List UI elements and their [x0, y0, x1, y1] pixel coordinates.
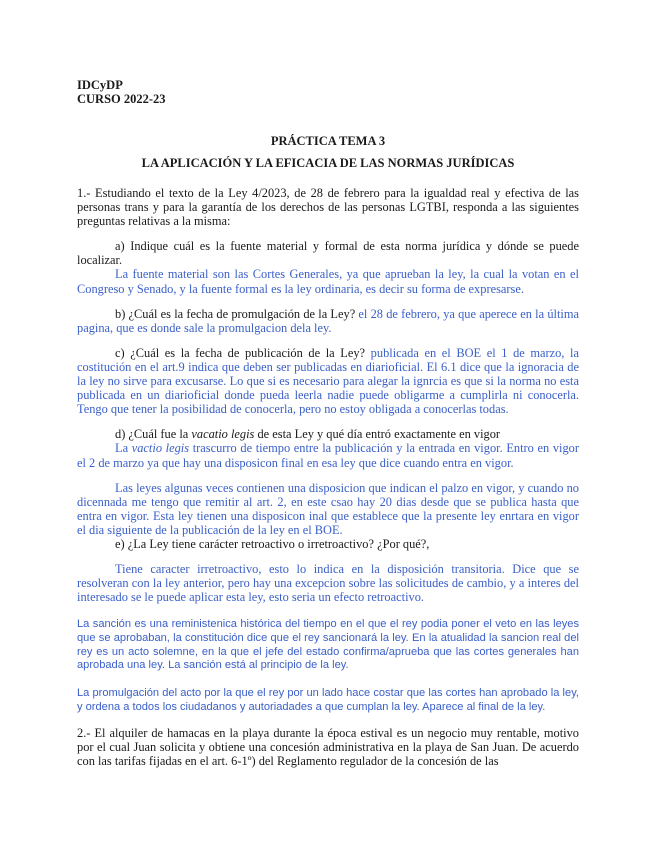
question-1e: e) ¿La Ley tiene carácter retroactivo o irretroactivo? ¿Por qué?,	[115, 536, 430, 551]
question-1c-text: c) ¿Cuál es la fecha de publicación de la Ley?	[115, 345, 366, 360]
vacatio-legis-term: vacatio legis	[191, 427, 255, 442]
answer-1d-extra: Las leyes algunas veces contienen una disposicion que indican el palzo en vigor, y cuando no dicennada me tengo que remitir al art. 2, en este csao hay 20 dias desde que se publica hasta que entra en vigor. Esta ley tienen una disposicon inal que establece que la presente ley enrtara en vigor el dia siguiente de la publicación de la ley en el BOE.	[77, 480, 579, 537]
question-2: 2.- El alquiler de hamacas en la playa durante la época estival es un negocio muy rentable, motivo por el cual Juan solicita y obtiene una concesión administrativa en la playa de San Juan. De acuerdo con las tarifas fijadas en el art. 6-1º) del Reglamento regulador de la concesión de las	[77, 725, 579, 768]
question-1b-text: b) ¿Cuál es la fecha de promulgación de la Ley?	[115, 306, 356, 321]
topic-title: LA APLICACIÓN Y LA EFICACIA DE LAS NORMAS JURÍDICAS	[141, 156, 515, 170]
answer-1b: el 28 de febrero, ya que aperece en la última pagina, que es donde sale la promulgacion dela ley.	[77, 306, 579, 335]
course-header	[77, 78, 579, 106]
practice-title: PRÁCTICA TEMA 3	[270, 134, 386, 148]
answer-1a: La fuente material son las Cortes Generales, ya que aprueban la ley, la cual la votan en el Congreso y Senado, y la fuente formal es la ley ordinaria, es decir su forma de expresarse.	[77, 267, 579, 296]
question-1d: d) ¿Cuál fue la vacatio legis de esta Ley y qué día entró exactamente en vigor	[115, 427, 501, 442]
question-1c	[77, 346, 579, 416]
answer-1e: Tiene caracter irretroactivo, esto lo indica en la disposición transitoria. Dice que se resolveran con la ley anterior, pero hay una excepcion sobre las solicitudes de cambio, y a interes del interesado se le puede aplicar esta ley, esto seria un efecto retroactivo.	[77, 562, 579, 605]
document-page	[77, 78, 579, 768]
header-institution: IDCyDP	[77, 78, 123, 92]
note-sancion: La sanción es una reministenica histórica del tiempo en el que el rey podia poner el veto en las leyes que se aprobaban, la constitución dice que el rey sancionará la ley. En la atualidad la sancion real del rey es un acto solemne, en la que el jefe del estado confirma/aprueba que las cortes generales han aprobada una ley. La sanción está al principio de la ley.	[77, 618, 579, 672]
note-promulgacion: La promulgación del acto por la que el rey por un lado hace costar que las cortes han aprobado la ley, y ordena a todos los ciudadanos y autoriadades a que cumplan la ley. Aparece al final de la ley.	[77, 687, 579, 713]
answer-1c: publicada en el BOE el 1 de marzo, la costitución en el art.9 indica que deben ser publicadas en diarioficial. El 6.1 dice que la ignoracia de la ley no sirve para excusarse. Lo que si es necesario para alegar la ignrcia es que si la norma no esta publicada en un diarioficial donde pueda leerla nadie puede obligarme a cumplirla ni conocerla. Tengo que tener la posibilidad de conocerla, pero no estoy obligada a conocerlas todas.	[77, 345, 579, 417]
header-course: CURSO 2022-23	[77, 92, 166, 106]
question-1a: a) Indique cuál es la fuente material y formal de esta norma jurídica y dónde se puede localizar.	[77, 239, 579, 268]
question-1-intro: 1.- Estudiando el texto de la Ley 4/2023, de 28 de febrero para la igualdad real y efectiva de las personas trans y para la garantía de los derechos de las personas LGTBI, responda a las siguientes preguntas relativas a la misma:	[77, 186, 579, 229]
vactio-legis-term: vactio legis	[131, 441, 190, 456]
answer-1d: La vactio legis trascurro de tiempo entre la publicación y la entrada en vigor. Entro en vigor el 2 de marzo ya que hay una disposicon final en esa ley que dice cuando entra en vigor.	[77, 441, 579, 470]
question-1b	[77, 307, 579, 335]
